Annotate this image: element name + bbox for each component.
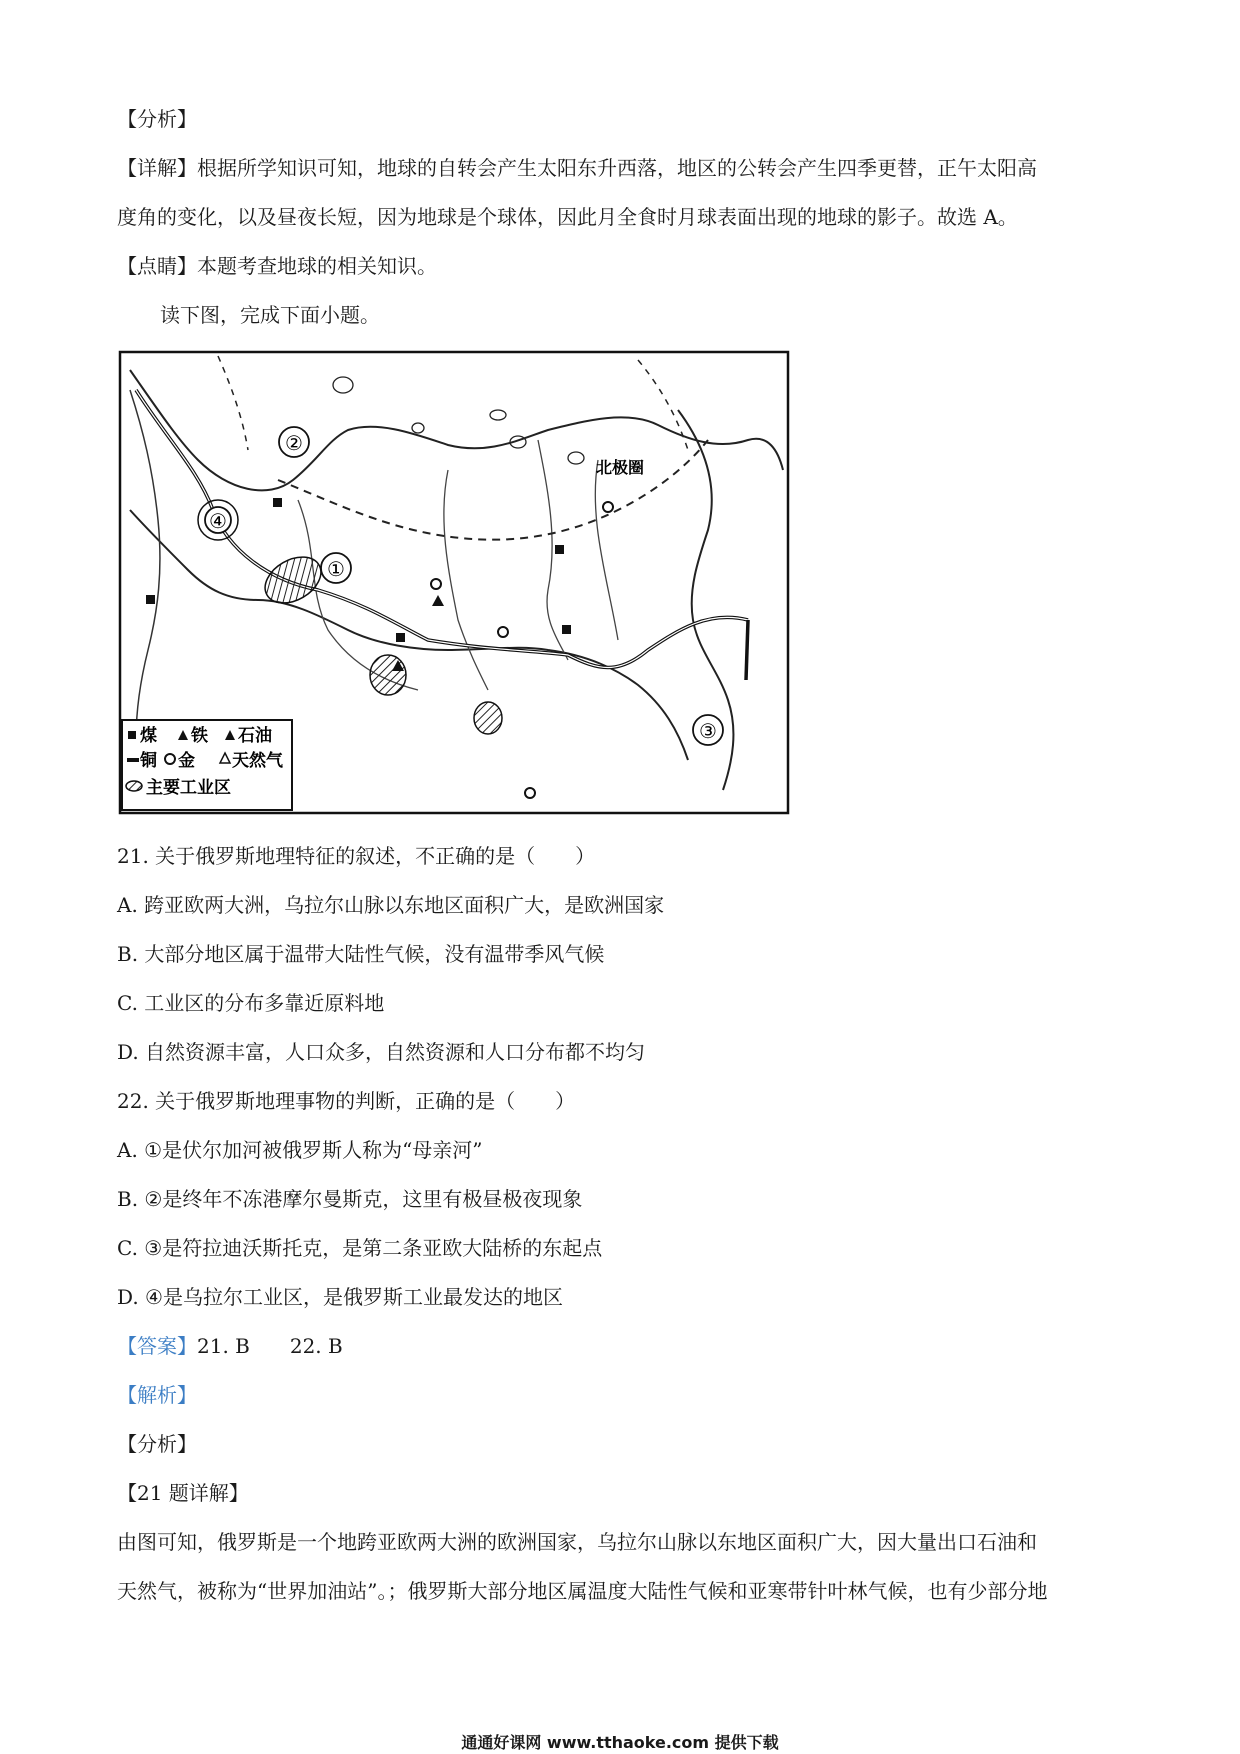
question-22-option-b: B. ②是终年不冻港摩尔曼斯克，这里有极昼极夜现象	[117, 1187, 583, 1211]
svg-text:④: ④	[209, 509, 227, 533]
marker-3	[693, 715, 723, 745]
railway	[746, 620, 748, 680]
question-22-stem: 22. 关于俄罗斯地理事物的判断，正确的是（ ）	[117, 1089, 576, 1113]
analysis-heading: 【分析】	[117, 107, 197, 131]
dianjing-line: 【点睛】本题考查地球的相关知识。	[117, 254, 437, 278]
coal-symbol	[562, 625, 571, 634]
question-22-option-d: D. ④是乌拉尔工业区，是俄罗斯工业最发达的地区	[117, 1285, 563, 1309]
question-21-option-c: C. 工业区的分布多靠近原料地	[117, 991, 385, 1015]
question-21-stem: 21. 关于俄罗斯地理特征的叙述，不正确的是（ ）	[117, 844, 596, 868]
answer-text: 21. B 22. B	[197, 1334, 343, 1358]
answer-line	[117, 1331, 343, 1361]
jiexi-heading: 【解析】	[117, 1383, 197, 1407]
coal-symbol	[555, 545, 564, 554]
industrial-zone	[370, 655, 406, 695]
gold-symbol	[498, 627, 508, 637]
coal-symbol	[396, 633, 405, 642]
svg-text:③: ③	[699, 719, 717, 743]
q21-detail-line-1: 由图可知，俄罗斯是一个地跨亚欧两大洲的欧洲国家，乌拉尔山脉以东地区面积广大，因大量出口石油和	[117, 1530, 1037, 1554]
detail-line-2: 度角的变化，以及昼夜长短，因为地球是个球体，因此月全食时月球表面出现的地球的影子。故选 A。	[117, 205, 1018, 229]
answer-label: 【答案】	[117, 1334, 197, 1358]
svg-text:金: 金	[178, 751, 195, 771]
marker-4	[205, 507, 231, 533]
svg-text:天然气: 天然气	[232, 751, 283, 771]
marker-1	[321, 553, 351, 583]
svg-text:②: ②	[285, 431, 303, 455]
gold-symbol	[525, 788, 535, 798]
question-22-option-a: A. ①是伏尔加河被俄罗斯人称为“母亲河”	[117, 1138, 483, 1162]
question-21-option-b: B. 大部分地区属于温带大陆性气候，没有温带季风气候	[117, 942, 605, 966]
intro-line: 读下图，完成下面小题。	[160, 303, 380, 327]
question-22-option-c: C. ③是符拉迪沃斯托克，是第二条亚欧大陆桥的东起点	[117, 1236, 603, 1260]
svg-text:铁: 铁	[191, 726, 208, 746]
svg-text:石油: 石油	[238, 726, 272, 746]
question-21-option-a: A. 跨亚欧两大洲，乌拉尔山脉以东地区面积广大，是欧洲国家	[117, 893, 665, 917]
q21-detail-title: 【21 题详解】	[117, 1481, 249, 1505]
coal-symbol	[146, 595, 155, 604]
question-21-option-d: D. 自然资源丰富，人口众多，自然资源和人口分布都不均匀	[117, 1040, 646, 1064]
gold-symbol	[603, 502, 613, 512]
gold-symbol	[431, 579, 441, 589]
q21-detail-line-2: 天然气，被称为“世界加油站”。；俄罗斯大部分地区属温度大陆性气候和亚寒带针叶林气候，也有少部分地	[117, 1579, 1048, 1603]
arctic-circle-label: 北极圈	[596, 458, 645, 477]
industrial-zone	[474, 702, 502, 734]
detail-line-1: 【详解】根据所学知识可知，地球的自转会产生太阳东升西落，地区的公转会产生四季更替，正午太阳高	[117, 156, 1037, 180]
svg-text:主要工业区: 主要工业区	[146, 778, 231, 798]
svg-text:铜: 铜	[140, 751, 157, 771]
marker-2	[279, 427, 309, 457]
russia-map	[118, 350, 790, 815]
svg-text:煤: 煤	[140, 726, 157, 746]
coal-symbol	[273, 498, 282, 507]
analysis-heading-2: 【分析】	[117, 1432, 197, 1456]
svg-text:①: ①	[327, 557, 345, 581]
map-legend	[122, 720, 292, 810]
page-footer: 通通好课网 www.tthaoke.com 提供下载	[461, 1733, 779, 1752]
